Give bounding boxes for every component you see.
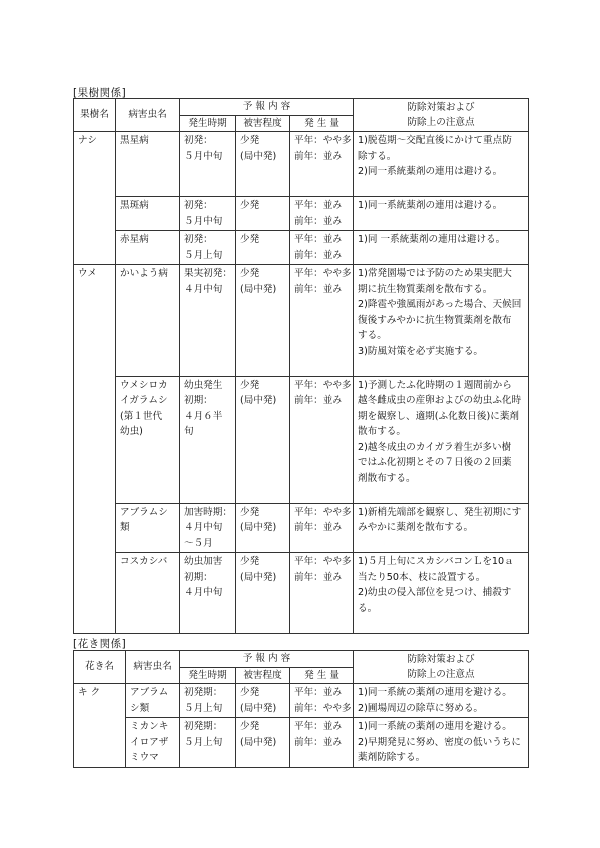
occurrence-time-line: 果実初発： bbox=[184, 268, 232, 279]
spacer bbox=[358, 180, 524, 196]
occurrence-time bbox=[180, 376, 236, 503]
header-measures-line1: 防除対策および bbox=[407, 101, 475, 113]
occurrence-time bbox=[180, 684, 236, 718]
crop-name: ウメ bbox=[74, 265, 116, 634]
occurrence-time-line: 加害時期： bbox=[184, 506, 232, 518]
occurrence-amount-line: 前年：並み bbox=[294, 215, 342, 227]
damage-degree-line: 少発 bbox=[240, 687, 260, 698]
occurrence-time-line: 初期： bbox=[184, 395, 213, 406]
pest-name-line: 赤星病 bbox=[120, 234, 149, 245]
occurrence-time-line: ５月上旬 bbox=[184, 736, 223, 748]
pest-name bbox=[116, 197, 180, 231]
pest-name-line: ミウマ bbox=[130, 752, 159, 763]
occurrence-amount-line: 平年：やや多 bbox=[294, 506, 352, 518]
occurrence-time-line: ４月６半 bbox=[184, 410, 223, 422]
control-measures bbox=[354, 132, 529, 197]
pest-name bbox=[116, 265, 180, 377]
occurrence-amount bbox=[290, 684, 354, 718]
occurrence-time bbox=[180, 503, 236, 553]
damage-degree-line: 少発 bbox=[240, 506, 260, 518]
control-measures-line: 1)５月上旬にスカシバコンＬを10ａ bbox=[358, 556, 514, 567]
damage-degree-line: (局中発) bbox=[240, 736, 277, 748]
occurrence-time-line: ４月中旬 bbox=[184, 587, 223, 598]
occurrence-time-line: 初期： bbox=[184, 571, 213, 583]
header-pest: 病害虫名 bbox=[116, 99, 180, 132]
flower-pest-table bbox=[73, 650, 529, 768]
pest-name-line: 類 bbox=[120, 522, 130, 533]
header-measures-line2: 防除上の注意点 bbox=[407, 669, 475, 680]
header-amount: 発 生 量 bbox=[290, 667, 354, 684]
control-measures-line: 2)同一系統薬剤の連用は避ける。 bbox=[358, 166, 503, 177]
control-measures-line: 除する。 bbox=[358, 150, 397, 162]
pest-name-line: アブラム bbox=[130, 687, 169, 698]
occurrence-amount-line: 前年：やや多 bbox=[294, 702, 352, 714]
control-measures-line: 薬剤防除する。 bbox=[358, 752, 426, 763]
control-measures-line: 1)新梢先端部を観察し、発生初期にす bbox=[358, 506, 522, 518]
damage-degree-line: 少発 bbox=[240, 379, 260, 391]
damage-degree-line: 少発 bbox=[240, 200, 260, 211]
occurrence-amount bbox=[290, 265, 354, 377]
control-measures-line: 散布する。 bbox=[358, 426, 406, 437]
occurrence-amount-line: 前年：並み bbox=[294, 736, 342, 748]
damage-degree-line: (局中発) bbox=[240, 395, 277, 406]
header-measures-line2: 防除上の注意点 bbox=[407, 117, 475, 128]
header-time: 発生時期 bbox=[180, 115, 236, 132]
control-measures bbox=[354, 503, 529, 553]
table-row bbox=[74, 553, 529, 634]
occurrence-amount-line: 前年：並み bbox=[294, 522, 342, 533]
occurrence-amount-line: 前年：並み bbox=[294, 249, 342, 261]
fruit-section-title: [果樹関係] bbox=[73, 87, 127, 99]
table-row bbox=[74, 265, 529, 377]
damage-degree-line: 少発 bbox=[240, 135, 260, 146]
table-row bbox=[74, 503, 529, 553]
control-measures-line: 1)同一系統の薬剤の連用を避ける。 bbox=[358, 687, 512, 698]
control-measures-line: する。 bbox=[358, 330, 387, 341]
occurrence-time-line: 旬 bbox=[184, 426, 194, 437]
control-measures-line: る。 bbox=[358, 602, 378, 614]
control-measures-line: 3)防風対策を必ず実施する。 bbox=[358, 345, 484, 357]
control-measures-line: 1)常発園場では予防のため果実肥大 bbox=[358, 268, 512, 279]
control-measures-line: 2)幼虫の侵入部位を見つけ、捕殺す bbox=[358, 587, 512, 598]
occurrence-time-line: ４月中旬 bbox=[184, 522, 223, 533]
table-row bbox=[74, 197, 529, 231]
occurrence-amount-line: 平年：並み bbox=[294, 687, 342, 698]
control-measures-line: 2)圃場周辺の除草に努める。 bbox=[358, 702, 484, 714]
occurrence-amount-line: 平年：並み bbox=[294, 721, 342, 732]
table-row bbox=[74, 684, 529, 718]
header-time: 発生時期 bbox=[180, 667, 236, 684]
control-measures bbox=[354, 197, 529, 231]
control-measures bbox=[354, 376, 529, 503]
control-measures bbox=[354, 231, 529, 265]
damage-degree bbox=[236, 132, 290, 197]
control-measures-line: 1)同一系統薬剤の連用は避ける。 bbox=[358, 200, 503, 211]
occurrence-amount-line: 平年：やや多 bbox=[294, 135, 352, 146]
control-measures-line: 復後すみやかに抗生物質薬剤を散布 bbox=[358, 314, 512, 326]
damage-degree-line: (局中発) bbox=[240, 571, 277, 583]
header-crop: 花き名 bbox=[74, 651, 126, 684]
occurrence-amount bbox=[290, 231, 354, 265]
pest-name-line: 幼虫) bbox=[120, 426, 143, 437]
occurrence-time-line: 幼虫加害 bbox=[184, 556, 223, 567]
header-pest: 病害虫名 bbox=[126, 651, 180, 684]
header-degree: 被害程度 bbox=[236, 115, 290, 132]
occurrence-time bbox=[180, 197, 236, 231]
control-measures-line: 期に抗生物質薬剤を散布する。 bbox=[358, 283, 493, 295]
header-amount: 発 生 量 bbox=[290, 115, 354, 132]
occurrence-time-line: 初発： bbox=[184, 200, 213, 211]
pest-name-line: アブラムシ bbox=[120, 506, 168, 518]
pest-name bbox=[116, 231, 180, 265]
occurrence-amount bbox=[290, 503, 354, 553]
table-row bbox=[74, 132, 529, 197]
pest-name bbox=[116, 503, 180, 553]
control-measures-line: 期を観察し、適期(ふ化数日後)に薬剤 bbox=[358, 410, 520, 422]
occurrence-amount bbox=[290, 132, 354, 197]
pest-name-line: コスカシバ bbox=[120, 556, 168, 567]
occurrence-time-line: 幼虫発生 bbox=[184, 379, 223, 391]
damage-degree-line: (局中発) bbox=[240, 702, 277, 714]
occurrence-time-line: 初発： bbox=[184, 135, 213, 146]
occurrence-time-line: ～５月 bbox=[184, 537, 213, 549]
damage-degree bbox=[236, 553, 290, 634]
occurrence-time-line: ５月上旬 bbox=[184, 249, 223, 261]
spacer bbox=[358, 486, 524, 502]
occurrence-time bbox=[180, 718, 236, 768]
control-measures-line: 当たり50本、枝に設置する。 bbox=[358, 571, 486, 583]
occurrence-amount bbox=[290, 376, 354, 503]
crop-name: ナシ bbox=[74, 132, 116, 265]
header-measures-line1: 防除対策および bbox=[407, 653, 475, 665]
occurrence-amount-line: 前年：並み bbox=[294, 150, 342, 162]
table-row bbox=[74, 231, 529, 265]
damage-degree-line: 少発 bbox=[240, 721, 260, 732]
control-measures-line: 1)脱苞期～交配直後にかけて重点防 bbox=[358, 135, 512, 146]
pest-name bbox=[126, 684, 180, 718]
header-crop: 果樹名 bbox=[74, 99, 116, 132]
header-degree: 被害程度 bbox=[236, 667, 290, 684]
pest-name bbox=[116, 553, 180, 634]
occurrence-time-line: 初発期： bbox=[184, 687, 223, 698]
occurrence-time-line: ５月上旬 bbox=[184, 702, 223, 714]
pest-name-line: かいよう病 bbox=[120, 268, 168, 279]
pest-name bbox=[116, 376, 180, 503]
pest-name-line: イガラムシ bbox=[120, 395, 168, 406]
pest-name-line: (第１世代 bbox=[120, 410, 163, 422]
occurrence-amount-line: 前年：並み bbox=[294, 283, 342, 295]
damage-degree-line: (局中発) bbox=[240, 522, 277, 533]
spacer bbox=[358, 616, 524, 632]
control-measures-line: 1)予測したふ化時期の１週間前から bbox=[358, 379, 512, 391]
table-row bbox=[74, 718, 529, 768]
control-measures bbox=[354, 553, 529, 634]
damage-degree-line: 少発 bbox=[240, 556, 260, 567]
occurrence-time bbox=[180, 132, 236, 197]
control-measures-line: 1)同一系統の薬剤の連用を避ける。 bbox=[358, 721, 512, 732]
occurrence-time bbox=[180, 553, 236, 634]
occurrence-time-line: 初発： bbox=[184, 234, 213, 245]
damage-degree-line: 少発 bbox=[240, 234, 260, 245]
pest-name bbox=[126, 718, 180, 768]
flower-section-title: [花き関係] bbox=[73, 638, 127, 650]
pest-name-line: イロアザ bbox=[130, 736, 169, 748]
control-measures bbox=[354, 684, 529, 718]
spacer bbox=[358, 536, 524, 552]
occurrence-time-line: ４月中旬 bbox=[184, 283, 223, 295]
crop-name: キ ク bbox=[74, 684, 126, 768]
control-measures-line: みやかに薬剤を散布する。 bbox=[358, 522, 474, 533]
damage-degree bbox=[236, 197, 290, 231]
occurrence-amount-line: 平年：やや多 bbox=[294, 379, 352, 391]
header-forecast: 予 報 内 容 bbox=[180, 99, 354, 116]
spacer bbox=[358, 248, 524, 264]
occurrence-amount-line: 前年：並み bbox=[294, 395, 342, 406]
spacer bbox=[358, 359, 524, 375]
occurrence-amount bbox=[290, 197, 354, 231]
occurrence-time-line: ５月中旬 bbox=[184, 215, 223, 227]
pest-name-line: ウメシロカ bbox=[120, 379, 168, 391]
header-forecast: 予 報 内 容 bbox=[180, 651, 354, 668]
header-measures bbox=[354, 651, 529, 684]
damage-degree bbox=[236, 265, 290, 377]
pest-name-line: シ類 bbox=[130, 702, 150, 714]
pest-name bbox=[116, 132, 180, 197]
control-measures-line: 2)越冬成虫のカイガラ着生が多い樹 bbox=[358, 441, 512, 453]
occurrence-time-line: 初発期： bbox=[184, 721, 223, 732]
damage-degree-line: (局中発) bbox=[240, 150, 277, 162]
occurrence-time-line: ５月中旬 bbox=[184, 150, 223, 162]
occurrence-time bbox=[180, 265, 236, 377]
control-measures-line: ではふ化初期とその７日後の２回薬 bbox=[358, 457, 512, 468]
pest-name-line: ミカンキ bbox=[130, 721, 169, 732]
pest-name-line: 黒斑病 bbox=[120, 200, 149, 211]
control-measures-line: 2)降雹や強風雨があった場合、天候回 bbox=[358, 299, 522, 310]
control-measures bbox=[354, 718, 529, 768]
occurrence-amount-line: 平年：並み bbox=[294, 200, 342, 211]
damage-degree-line: (局中発) bbox=[240, 283, 277, 295]
damage-degree bbox=[236, 503, 290, 553]
occurrence-amount-line: 平年：やや多 bbox=[294, 556, 352, 567]
control-measures-line: 越冬雌成虫の産卵およびの幼虫ふ化時 bbox=[358, 395, 522, 406]
occurrence-time bbox=[180, 231, 236, 265]
spacer bbox=[358, 214, 524, 230]
occurrence-amount-line: 平年：やや多 bbox=[294, 268, 352, 279]
damage-degree-line: 少発 bbox=[240, 268, 260, 279]
damage-degree bbox=[236, 718, 290, 768]
occurrence-amount bbox=[290, 718, 354, 768]
damage-degree bbox=[236, 684, 290, 718]
control-measures-line: 剤散布する。 bbox=[358, 472, 416, 484]
control-measures-line: 2)早期発見に努め、密度の低いうちに bbox=[358, 736, 521, 748]
table-row bbox=[74, 376, 529, 503]
occurrence-amount-line: 前年：並み bbox=[294, 571, 342, 583]
pest-name-line: 黒星病 bbox=[120, 135, 149, 146]
occurrence-amount-line: 平年：並み bbox=[294, 234, 342, 245]
occurrence-amount bbox=[290, 553, 354, 634]
damage-degree bbox=[236, 376, 290, 503]
control-measures bbox=[354, 265, 529, 377]
control-measures-line: 1)同 一系統薬剤の連用は避ける。 bbox=[358, 234, 506, 245]
header-measures bbox=[354, 99, 529, 132]
damage-degree bbox=[236, 231, 290, 265]
fruit-pest-table bbox=[73, 98, 529, 634]
